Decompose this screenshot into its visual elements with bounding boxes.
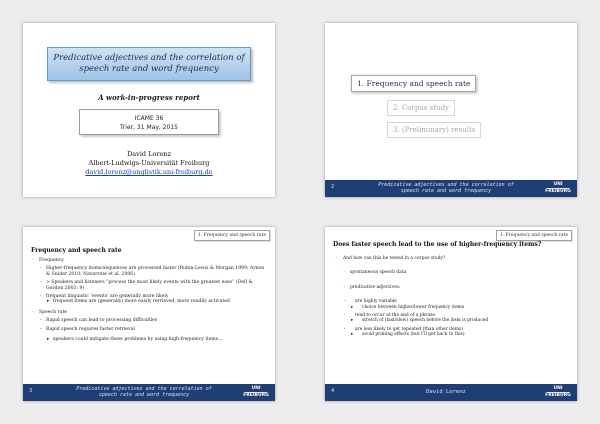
slide-1-thumbnail[interactable] (23, 23, 275, 197)
bullet: ◦ spontaneous speech data (335, 270, 571, 275)
bullet: ◦ Frequency (31, 258, 269, 263)
bullet: ◦ predicative adjectives: (335, 285, 571, 290)
slide-number: 4 (331, 388, 335, 394)
bullet: - tend to occur at the end of a phrase (335, 313, 571, 318)
bullet: ▸ speakers could mitigate these problems by using high-frequency items... (31, 337, 269, 342)
logo-line-2: FREIBURG (243, 393, 269, 398)
bullet: - frequent linguistic ‘events’ are generally more likely (31, 294, 269, 299)
title-line-1: Predicative adjectives and the correlation of (53, 53, 245, 63)
slide-body (31, 258, 269, 342)
bullet: - Rapid speech requires faster retrieval (31, 327, 269, 332)
bullet: ▸ stretch of (fast/slow) speech before the item is produced (335, 318, 571, 323)
bullet: - > Speakers and listeners “process the most likely events with the greatest ease” (Dell & Gordon 2003: 9) (31, 280, 269, 291)
title-line-2: speech rate and word frequency (79, 64, 219, 74)
logo-line-1: UNI (251, 386, 261, 391)
footer-title (53, 386, 235, 398)
uni-freiburg-logo (545, 386, 571, 399)
bullet: - Rapid speech can lead to processing difficulties (31, 318, 269, 323)
slide-title: Does faster speech lead to the use of higher-frequency items? (333, 241, 542, 248)
slide-footer (23, 384, 275, 401)
slide-number: 3 (29, 388, 33, 394)
conference-name: ICAME 36 (134, 115, 164, 122)
bullet: ▸ avoid priming effects (but I’ll get back to this) (335, 332, 571, 337)
section-tag: 1. Frequency and speech rate (194, 230, 270, 241)
bullet: - are less likely to get repeated (than other items) (335, 327, 571, 332)
slide-footer (325, 384, 577, 401)
presentation-title (47, 47, 251, 81)
slide-3-thumbnail[interactable] (23, 227, 275, 401)
author-email-link[interactable]: david.lorenz@anglistik.uni-freiburg.de (85, 168, 213, 176)
bullet: ◦ And how can this be tested in a corpus study? (335, 256, 571, 261)
bullet: ▸ frequent items are (generally) more easily retrieved, more readily activated (31, 299, 269, 304)
uni-freiburg-logo (243, 386, 269, 399)
footer-title-line-1: Predicative adjectives and the correlation of (76, 386, 212, 392)
footer-title-line-1: Predicative adjectives and the correlation of (378, 182, 514, 188)
slide-4-thumbnail[interactable] (325, 227, 577, 401)
uni-freiburg-logo (545, 182, 571, 195)
section-tag: 1. Frequency and speech rate (496, 230, 572, 241)
bullet: ◦ Speech rate (31, 310, 269, 315)
slide-number: 2 (331, 184, 335, 190)
author-affiliation: Albert-Ludwigs-Universität Freiburg (88, 159, 210, 167)
slide-footer (325, 180, 577, 197)
logo-line-1: UNI (553, 182, 563, 187)
bullet: ▸ choice between higher/lower frequency items (335, 305, 571, 310)
toc-item-results: 3. (Preliminary) results (387, 122, 481, 138)
slide-title: Frequency and speech rate (31, 247, 122, 254)
logo-line-2: FREIBURG (545, 393, 571, 398)
conference-box (79, 109, 219, 135)
toc-item-corpus-study: 2. Corpus study (387, 100, 455, 116)
footer-title-line-2: speech rate and word frequency (400, 188, 492, 194)
author-block (23, 150, 275, 177)
bullet: - Higher-frequency items/sequences are processed faster (Rubin-Lewis & Morgan 1999; Arnon & Snider 2010; Navarrete et al. 2006) (31, 266, 269, 277)
author-name: David Lorenz (127, 150, 171, 158)
presentation-subtitle: A work-in-progress report (98, 93, 200, 102)
slide-2-thumbnail[interactable] (325, 23, 577, 197)
conference-date: Trier, 31 May, 2015 (120, 124, 178, 131)
logo-line-1: UNI (553, 386, 563, 391)
toc-item-frequency: 1. Frequency and speech rate (351, 75, 476, 92)
bullet: - are highly variable (335, 299, 571, 304)
footer-author: David Lorenz (426, 389, 466, 395)
footer-title (355, 182, 537, 194)
footer-title-line-2: speech rate and word frequency (98, 392, 190, 398)
slide-body (335, 256, 571, 338)
logo-line-2: FREIBURG (545, 189, 571, 194)
